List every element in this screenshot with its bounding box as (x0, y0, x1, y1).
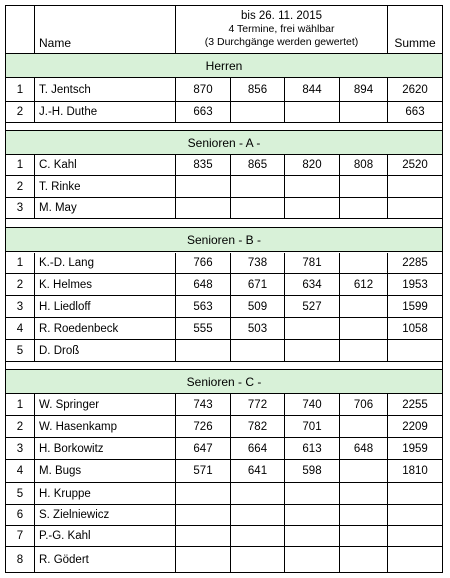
table-row (6, 296, 442, 318)
table-row (6, 460, 442, 483)
sum-cell: 2255 (402, 398, 428, 411)
score-cell-r1: 870 (176, 78, 231, 101)
score-cell-r2: 772 (231, 394, 285, 415)
name-cell: J.-H. Duthe (35, 102, 176, 122)
rank-cell: 8 (6, 547, 35, 573)
score-cell-r3 (285, 102, 340, 122)
score-cell-r2 (231, 483, 285, 504)
sum-cell: 1810 (402, 465, 428, 477)
score-cell-r1 (176, 547, 231, 573)
score-cell-r3 (285, 198, 340, 218)
score-cell-r4: 894 (340, 78, 388, 101)
header-name-cell: Name (35, 6, 176, 53)
rank-cell: 2 (6, 102, 35, 122)
name-cell: H. Liedloff (35, 296, 176, 317)
score-cell-r1: 726 (176, 416, 231, 437)
section-title: Senioren - A - (187, 135, 261, 150)
score-cell-r4: 706 (340, 394, 388, 415)
table-row (6, 438, 442, 460)
sum-cell: 1959 (402, 442, 428, 455)
table-row (6, 340, 442, 362)
sum-cell (388, 340, 442, 361)
sum-cell (388, 547, 442, 573)
sum-cell: 2285 (402, 257, 428, 269)
score-cell-r2: 641 (231, 460, 285, 482)
score-cell-r1 (176, 526, 231, 546)
header-sum-cell: Summe (394, 36, 436, 50)
score-cell-r4 (340, 505, 388, 525)
name-cell: D. Droß (35, 340, 176, 361)
score-cell-r1 (176, 505, 231, 525)
header-note: (3 Durchgänge werden gewertet) (204, 36, 359, 48)
score-cell-r3: 820 (285, 155, 340, 175)
section-header (6, 228, 442, 252)
score-cell-r3 (285, 318, 340, 339)
score-cell-r4 (340, 547, 388, 573)
rank-cell: 3 (6, 296, 35, 317)
score-cell-r3 (285, 176, 340, 197)
score-cell-r4 (340, 198, 388, 218)
sum-cell: 2520 (402, 159, 428, 171)
score-cell-r4 (340, 416, 388, 437)
score-cell-r1 (176, 198, 231, 218)
score-cell-r4 (340, 176, 388, 197)
score-cell-r1: 648 (176, 274, 231, 295)
sum-cell (388, 483, 442, 504)
rank-cell: 5 (6, 340, 35, 361)
rank-cell: 5 (6, 483, 35, 504)
rank-cell: 1 (6, 155, 35, 175)
section-title: Senioren - B - (186, 232, 262, 247)
score-cell-r2: 509 (231, 296, 285, 317)
score-cell-r2 (231, 526, 285, 546)
section-header (6, 370, 442, 394)
name-cell: W. Springer (35, 394, 176, 415)
sum-cell: 2620 (402, 83, 428, 96)
table-row (6, 318, 442, 340)
name-cell: R. Gödert (35, 547, 176, 573)
name-cell: M. May (35, 198, 176, 218)
score-cell-r4: 648 (340, 438, 388, 459)
header-deadline: bis 26. 11. 2015 (241, 10, 322, 22)
rank-cell: 3 (6, 198, 35, 218)
name-cell: W. Hasenkamp (35, 416, 176, 437)
rank-cell: 2 (6, 176, 35, 197)
spacer-row (6, 219, 442, 228)
score-cell-r1: 835 (176, 155, 231, 175)
name-cell: M. Bugs (35, 460, 176, 482)
score-cell-r1: 663 (176, 102, 231, 122)
score-cell-r4 (340, 340, 388, 361)
results-table (5, 5, 443, 573)
sum-cell: 1058 (402, 322, 428, 335)
score-cell-r1: 563 (176, 296, 231, 317)
score-cell-r1: 647 (176, 438, 231, 459)
score-cell-r2: 738 (231, 253, 285, 273)
score-cell-r4 (340, 460, 388, 482)
rank-cell: 3 (6, 438, 35, 459)
table-row (6, 394, 442, 416)
score-cell-r3 (285, 526, 340, 546)
rank-cell: 7 (6, 526, 35, 546)
score-cell-r2: 865 (231, 155, 285, 175)
table-row (6, 274, 442, 296)
name-cell: T. Rinke (35, 176, 176, 197)
sum-cell (388, 526, 442, 546)
score-cell-r3: 740 (285, 394, 340, 415)
name-cell: P.-G. Kahl (35, 526, 176, 546)
score-cell-r2 (231, 198, 285, 218)
name-cell: K. Helmes (35, 274, 176, 295)
name-cell: T. Jentsch (35, 78, 176, 101)
table-row (6, 253, 442, 274)
score-cell-r4 (340, 102, 388, 122)
score-cell-r3 (285, 547, 340, 573)
score-cell-r2 (231, 505, 285, 525)
score-cell-r3: 701 (285, 416, 340, 437)
score-cell-r1 (176, 340, 231, 361)
sum-cell (388, 176, 442, 197)
rank-cell: 1 (6, 78, 35, 101)
score-cell-r3: 781 (285, 253, 340, 273)
score-cell-r4 (340, 253, 388, 273)
score-cell-r3: 634 (285, 274, 340, 295)
table-row (6, 505, 442, 526)
score-cell-r1: 766 (176, 253, 231, 273)
score-cell-r2 (231, 547, 285, 573)
sum-cell (388, 505, 442, 525)
name-cell: S. Zielniewicz (35, 505, 176, 525)
score-cell-r2 (231, 102, 285, 122)
rank-cell: 4 (6, 460, 35, 482)
score-cell-r1: 571 (176, 460, 231, 482)
score-cell-r2: 671 (231, 274, 285, 295)
sum-cell: 1599 (402, 300, 428, 313)
table-row (6, 416, 442, 438)
score-cell-r2 (231, 176, 285, 197)
sum-cell: 2209 (402, 420, 428, 433)
header-number-cell (6, 6, 35, 53)
name-cell: R. Roedenbeck (35, 318, 176, 339)
table-header (6, 6, 442, 54)
score-cell-r2 (231, 340, 285, 361)
score-cell-r4 (340, 296, 388, 317)
header-terms: 4 Termine, frei wählbar (228, 23, 335, 35)
score-cell-r1: 555 (176, 318, 231, 339)
score-cell-r3 (285, 505, 340, 525)
score-cell-r4 (340, 483, 388, 504)
score-cell-r1 (176, 176, 231, 197)
rank-cell: 6 (6, 505, 35, 525)
table-row (6, 483, 442, 505)
score-cell-r3: 598 (285, 460, 340, 482)
score-cell-r1 (176, 483, 231, 504)
score-cell-r2: 664 (231, 438, 285, 459)
score-cell-r4: 808 (340, 155, 388, 175)
score-cell-r1: 743 (176, 394, 231, 415)
score-cell-r3: 613 (285, 438, 340, 459)
spacer-row (6, 362, 442, 370)
section-header (6, 54, 442, 78)
section-header (6, 131, 442, 155)
score-cell-r3: 527 (285, 296, 340, 317)
score-cell-r3 (285, 340, 340, 361)
spacer-row (6, 123, 442, 131)
name-cell: H. Kruppe (35, 483, 176, 504)
rank-cell: 1 (6, 394, 35, 415)
table-row (6, 78, 442, 102)
section-title: Herren (205, 58, 243, 73)
score-cell-r2: 856 (231, 78, 285, 101)
header-info-cell (176, 6, 388, 53)
sum-cell: 1953 (402, 278, 428, 291)
table-row (6, 198, 442, 219)
score-cell-r4 (340, 318, 388, 339)
rank-cell: 1 (6, 253, 35, 273)
score-cell-r2: 503 (231, 318, 285, 339)
sum-cell: 663 (405, 106, 425, 118)
name-cell: H. Borkowitz (35, 438, 176, 459)
rank-cell: 4 (6, 318, 35, 339)
score-cell-r3: 844 (285, 78, 340, 101)
name-cell: C. Kahl (35, 155, 176, 175)
name-cell: K.-D. Lang (35, 253, 176, 273)
score-cell-r4: 612 (340, 274, 388, 295)
section-title: Senioren - C - (186, 374, 262, 389)
table-row (6, 547, 442, 573)
table-row (6, 102, 442, 123)
sum-cell (388, 198, 442, 218)
score-cell-r4 (340, 526, 388, 546)
score-cell-r2: 782 (231, 416, 285, 437)
table-row (6, 526, 442, 547)
score-cell-r3 (285, 483, 340, 504)
table-row (6, 155, 442, 176)
table-row (6, 176, 442, 198)
rank-cell: 2 (6, 416, 35, 437)
rank-cell: 2 (6, 274, 35, 295)
